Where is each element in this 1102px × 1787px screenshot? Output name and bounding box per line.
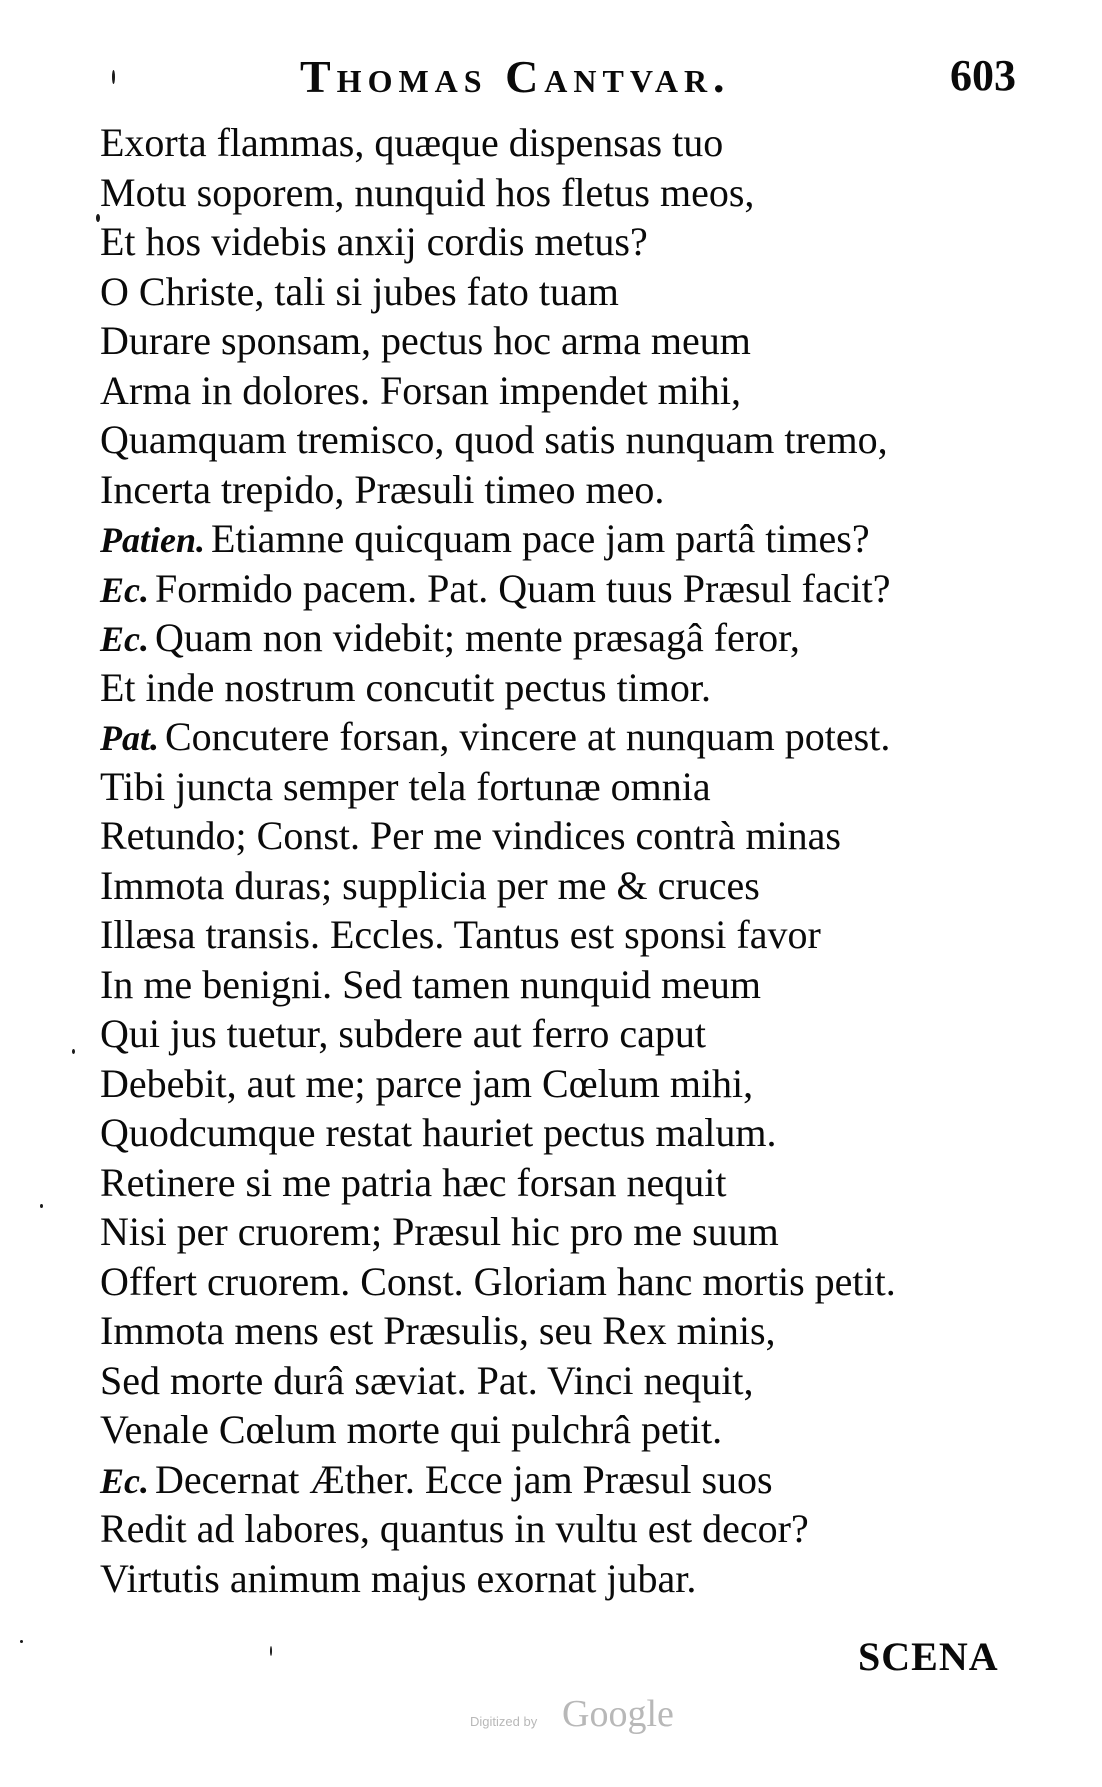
catchword: SCENA [858, 1634, 999, 1679]
verse-line [100, 910, 1060, 960]
verse-line [100, 861, 1060, 911]
speaker-label: Ec. [100, 1460, 149, 1501]
ink-speck [96, 214, 100, 222]
verse-block [100, 118, 1060, 1603]
verse-line [100, 1455, 1060, 1505]
verse-text: Retinere si me patria hæc forsan nequit [100, 1159, 727, 1205]
ink-speck [112, 70, 115, 84]
verse-text: Durare sponsam, pectus hoc arma meum [100, 318, 751, 363]
verse-line [100, 168, 1060, 218]
watermark-brand: Google [562, 1693, 674, 1735]
ink-speck [72, 1049, 75, 1054]
speaker-label: Patien. [100, 520, 205, 560]
verse-line [100, 1158, 1060, 1208]
verse-text: Venale Cœlum morte qui pulchrâ petit. [100, 1407, 723, 1452]
verse-line [100, 1356, 1060, 1406]
verse-line [100, 1108, 1060, 1158]
verse-line [100, 1059, 1060, 1109]
verse-line [100, 415, 1060, 465]
verse-text: Exorta flammas, quæque dispensas tuo [100, 120, 724, 165]
verse-text: Et inde nostrum concutit pectus timor. [100, 664, 712, 710]
ink-speck [40, 1204, 43, 1208]
verse-text: Immota duras; supplicia per me & cruces [100, 862, 760, 908]
verse-text: Quam non videbit; mente præsagâ feror, [155, 615, 800, 660]
verse-text: Decernat Æther. Ecce jam Præsul suos [155, 1456, 773, 1502]
verse-text: Motu soporem, nunquid hos fletus meos, [100, 169, 755, 215]
verse-line [100, 514, 1060, 564]
verse-text: Qui jus tuetur, subdere aut ferro caput [100, 1011, 706, 1056]
verse-text: Et hos videbis anxij cordis metus? [100, 219, 648, 264]
verse-text: Quodcumque restat hauriet pectus malum. [100, 1110, 777, 1155]
verse-text: Immota mens est Præsulis, seu Rex minis, [100, 1308, 776, 1353]
verse-text: Illæsa transis. Eccles. Tantus est sponsi favor [100, 912, 821, 957]
verse-line [100, 1009, 1060, 1059]
verse-text: Debebit, aut me; parce jam Cœlum mihi, [100, 1060, 754, 1106]
verse-line [100, 1554, 1060, 1604]
verse-text: Concutere forsan, vincere at nunquam potest. [165, 714, 891, 759]
ink-speck [20, 1640, 23, 1643]
verse-line [100, 465, 1060, 515]
verse-text: Virtutis animum majus exornat jubar. [100, 1555, 697, 1601]
speaker-label: Ec. [100, 569, 149, 610]
verse-text: Redit ad labores, quantus in vultu est decor? [100, 1506, 809, 1551]
verse-text: O Christe, tali si jubes fato tuam [100, 268, 619, 314]
ink-speck [270, 1646, 272, 1656]
verse-line [100, 1207, 1060, 1257]
verse-line [100, 712, 1060, 762]
verse-line [100, 267, 1060, 317]
verse-line [100, 663, 1060, 713]
page-header [0, 50, 1102, 110]
verse-text: Offert cruorem. Const. Gloriam hanc mortis petit. [100, 1258, 896, 1304]
verse-line [100, 316, 1060, 366]
verse-line [100, 217, 1060, 267]
verse-text: Etiamne quicquam pace jam partâ times? [211, 516, 870, 561]
verse-line [100, 762, 1060, 812]
verse-text: Tibi juncta semper tela fortunæ omnia [100, 763, 711, 809]
verse-line [100, 811, 1060, 861]
speaker-label: Ec. [100, 619, 149, 659]
verse-text: Incerta trepido, Præsuli timeo meo. [100, 466, 665, 512]
verse-text: Sed morte durâ sæviat. Pat. Vinci nequit, [100, 1357, 754, 1403]
verse-line [100, 1504, 1060, 1554]
verse-text: Retundo; Const. Per me vindices contrà minas [100, 813, 841, 858]
verse-text: Nisi per cruorem; Præsul hic pro me suum [100, 1209, 779, 1254]
verse-line [100, 613, 1060, 663]
verse-text: Arma in dolores. Forsan impendet mihi, [100, 367, 742, 413]
verse-text: Quamquam tremisco, quod satis nunquam tremo, [100, 417, 888, 462]
verse-line [100, 118, 1060, 168]
speaker-label: Pat. [100, 718, 159, 758]
verse-line [100, 564, 1060, 614]
verse-line [100, 960, 1060, 1010]
verse-text: Formido pacem. Pat. Quam tuus Præsul facit? [155, 565, 891, 611]
verse-line [100, 1257, 1060, 1307]
verse-line [100, 366, 1060, 416]
watermark-prefix: Digitized by [470, 1714, 538, 1729]
running-head: Thomas Cantvar. [300, 51, 731, 102]
verse-text: In me benigni. Sed tamen nunquid meum [100, 961, 761, 1007]
digitized-watermark [470, 1692, 730, 1742]
verse-line [100, 1405, 1060, 1455]
verse-line [100, 1306, 1060, 1356]
page-number: 603 [950, 51, 1016, 100]
